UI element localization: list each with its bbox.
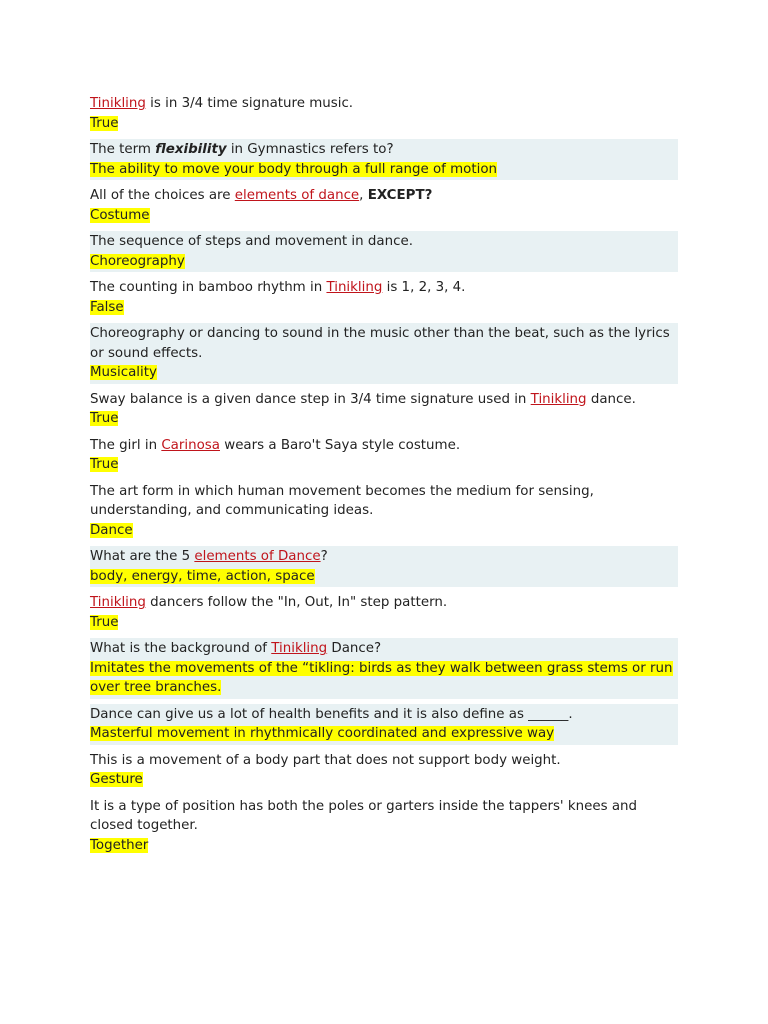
question-fragment: Choreography or dancing to sound in the music other than the beat, such as the lyrics or sound effects. (90, 326, 670, 361)
question-text (90, 436, 678, 456)
answer-highlight: True (90, 411, 119, 426)
question-text (90, 324, 678, 363)
term-link[interactable]: elements of Dance (194, 549, 321, 564)
qa-item (90, 277, 678, 318)
answer-highlight: False (90, 299, 124, 315)
qa-item (90, 139, 678, 180)
question-text (90, 186, 678, 206)
qa-item (90, 592, 678, 633)
question-text (90, 593, 678, 613)
question-fragment: Dance? (327, 641, 382, 656)
term-link[interactable]: elements of dance (234, 188, 360, 203)
qa-item (90, 185, 678, 226)
question-text (90, 639, 678, 659)
question-fragment: The counting in bamboo rhythm in (90, 280, 327, 295)
answer-highlight: Imitates the movements of the “tikling: birds as they walk between grass stems or run over tree branches. (90, 660, 673, 695)
answer-highlight: body, energy, time, action, space (90, 568, 315, 584)
qa-item (90, 638, 678, 699)
question-fragment: Dance can give us a lot of health benefits and it is also define as ______. (90, 706, 573, 722)
question-fragment: Sway balance is a given dance step in 3/4 time signature used in (90, 391, 531, 407)
answer-highlight: True (90, 614, 119, 630)
answer-highlight: The ability to move your body through a full range of motion (90, 161, 498, 177)
question-fragment: is 1, 2, 3, 4. (382, 280, 466, 295)
question-fragment: wears a Baro't Saya style costume. (219, 437, 461, 453)
question-fragment: The girl in (90, 437, 162, 453)
answer-highlight: Gesture (90, 772, 143, 787)
qa-item (90, 435, 678, 476)
question-text (90, 797, 678, 836)
question-fragment: dancers follow the "In, Out, In" step pattern. (145, 595, 448, 610)
question-text (90, 705, 678, 725)
term-link[interactable]: Tinikling (271, 641, 328, 656)
question-text (90, 390, 678, 410)
answer-highlight: Together (90, 837, 149, 853)
question-fragment: All of the choices are (90, 188, 235, 203)
question-fragment: in Gymnastics refers to? (226, 142, 394, 157)
qa-item (90, 389, 678, 430)
question-text (90, 547, 678, 567)
answer-highlight: Choreography (90, 253, 185, 269)
term-link[interactable]: Tinikling (90, 96, 146, 111)
question-text (90, 140, 678, 160)
qa-item (90, 750, 678, 791)
question-fragment: , (359, 188, 368, 203)
question-fragment: dance. (586, 391, 636, 407)
flashcard-document (90, 93, 678, 861)
answer-highlight: True (90, 115, 119, 131)
question-fragment: The sequence of steps and movement in dance. (90, 234, 413, 249)
qa-item (90, 796, 678, 857)
answer-highlight: Dance (90, 522, 133, 538)
qa-item (90, 704, 678, 745)
answer-highlight: True (90, 457, 119, 472)
question-fragment: The term (90, 142, 156, 157)
question-fragment: What is the background of (90, 641, 272, 656)
question-text (90, 278, 678, 298)
question-text (90, 94, 678, 114)
question-fragment: The art form in which human movement becomes the medium for sensing, understanding, and communicating ideas. (90, 483, 594, 518)
answer-highlight: Musicality (90, 365, 157, 380)
question-text (90, 482, 678, 521)
answer-highlight: Costume (90, 207, 150, 223)
qa-item (90, 481, 678, 542)
term-link[interactable]: Tinikling (326, 280, 383, 295)
answer-highlight: Masterful movement in rhythmically coordinated and expressive way (90, 726, 555, 741)
term-link[interactable]: Tinikling (90, 595, 146, 610)
term-link[interactable]: Carinosa (161, 437, 220, 453)
question-fragment: This is a movement of a body part that does not support body weight. (90, 752, 561, 768)
emphasized-term: flexibility (155, 142, 227, 157)
question-text (90, 751, 678, 771)
question-fragment: is in 3/4 time signature music. (145, 96, 354, 111)
question-text (90, 232, 678, 252)
qa-item (90, 323, 678, 384)
qa-item (90, 231, 678, 272)
term-link[interactable]: Tinikling (530, 391, 587, 407)
qa-item (90, 546, 678, 587)
emphasized-term: EXCEPT? (367, 188, 433, 203)
question-fragment: It is a type of position has both the poles or garters inside the tappers' knees and closed together. (90, 798, 638, 833)
question-fragment: What are the 5 (90, 549, 195, 564)
question-fragment: ? (320, 549, 328, 564)
qa-item (90, 93, 678, 134)
